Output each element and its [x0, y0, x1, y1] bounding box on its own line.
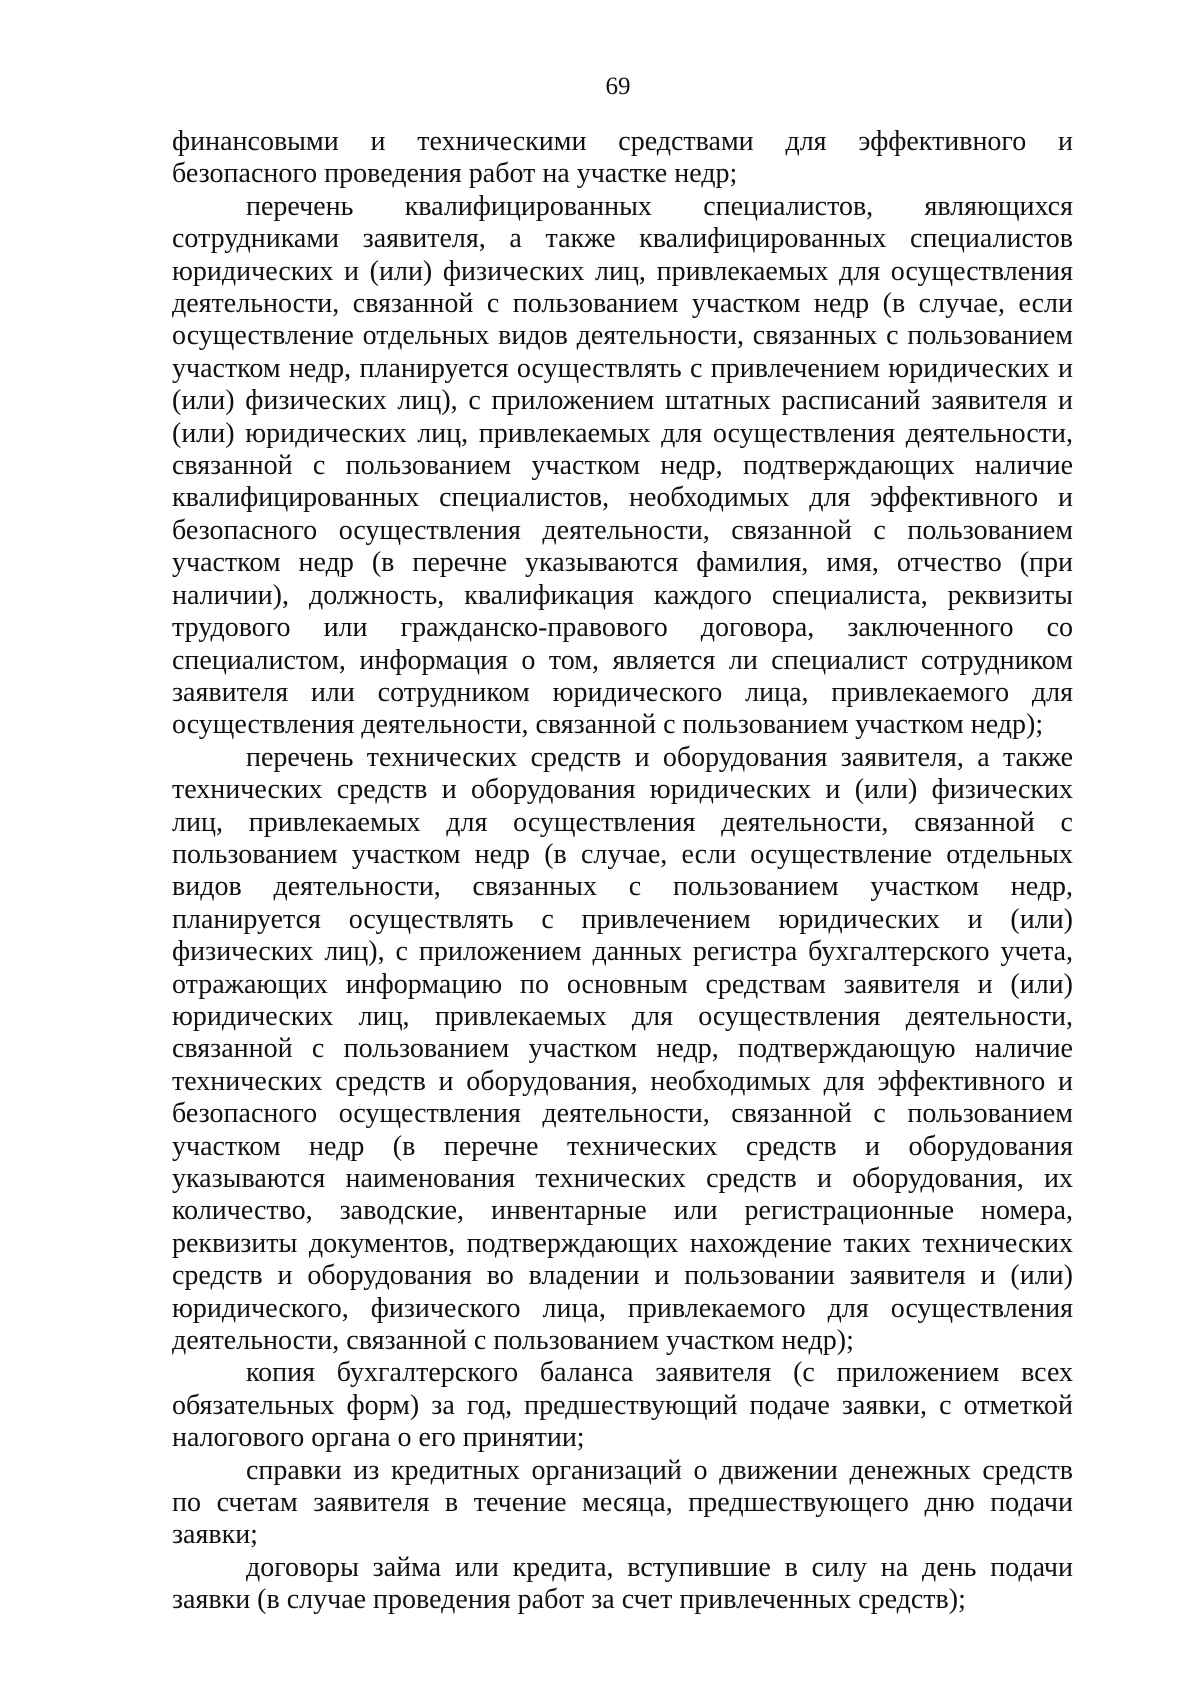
paragraph-loan-agreements: договоры займа или кредита, вступившие в силу на день подачи заявки (в случае проведения работ за счет привлеченных средств); — [172, 1551, 1073, 1616]
paragraph-balance-sheet: копия бухгалтерского баланса заявителя (с приложением всех обязательных форм) за год, предшествующий подаче заявки, с отметкой налогового органа о его принятии; — [172, 1357, 1073, 1454]
paragraph-specialists-list: перечень квалифицированных специалистов, являющихся сотрудниками заявителя, а также квалифицированных специалистов юридических и (или) физических лиц, привлекаемых для осуществления деятельности, связанной с пользованием участком недр (в случае, если осуществление отдельных видов деятельности, связанных с пользованием участком недр, планируется осуществлять с привлечением юридических и (или) физических лиц), с приложением штатных расписаний заявителя и (или) юридических лиц, привлекаемых для осуществления деятельности, связанной с пользованием участком недр, подтверждающих наличие квалифицированных специалистов, необходимых для эффективного и безопасного осуществления деятельности, связанной с пользованием участком недр (в перечне указываются фамилия, имя, отчество (при наличии), должность, квалификация каждого специалиста, реквизиты трудового или гражданско-правового договора, заключенного со специалистом, информация о том, является ли специалист сотрудником заявителя или сотрудником юридического лица, привлекаемого для осуществления деятельности, связанной с пользованием участком недр); — [172, 190, 1073, 741]
page-number: 69 — [605, 73, 631, 100]
paragraph-equipment-list: перечень технических средств и оборудования заявителя, а также технических средств и оборудования юридических и (или) физических лиц, привлекаемых для осуществления деятельности, связанной с пользованием участком недр (в случае, если осуществление отдельных видов деятельности, связанных с пользованием участком недр, планируется осуществлять с привлечением юридических и (или) физических лиц), с приложением данных регистра бухгалтерского учета, отражающих информацию по основным средствам заявителя и (или) юридических лиц, привлекаемых для осуществления деятельности, связанной с пользованием участком недр, подтверждающую наличие технических средств и оборудования, необходимых для эффективного и безопасного осуществления деятельности, связанной с пользованием участком недр (в перечне технических средств и оборудования указываются наименования технических средств и оборудования, их количество, заводские, инвентарные или регистрационные номера, реквизиты документов, подтверждающих нахождение таких технических средств и оборудования во владении и пользовании заявителя и (или) юридического, физического лица, привлекаемого для осуществления деятельности, связанной с пользованием участком недр); — [172, 741, 1073, 1357]
paragraph-bank-statements: справки из кредитных организаций о движении денежных средств по счетам заявителя в течение месяца, предшествующего дню подачи заявки; — [172, 1454, 1073, 1551]
document-body — [172, 126, 1073, 1617]
paragraph-continuation: финансовыми и техническими средствами для эффективного и безопасного проведения работ на участке недр; — [172, 126, 1073, 190]
